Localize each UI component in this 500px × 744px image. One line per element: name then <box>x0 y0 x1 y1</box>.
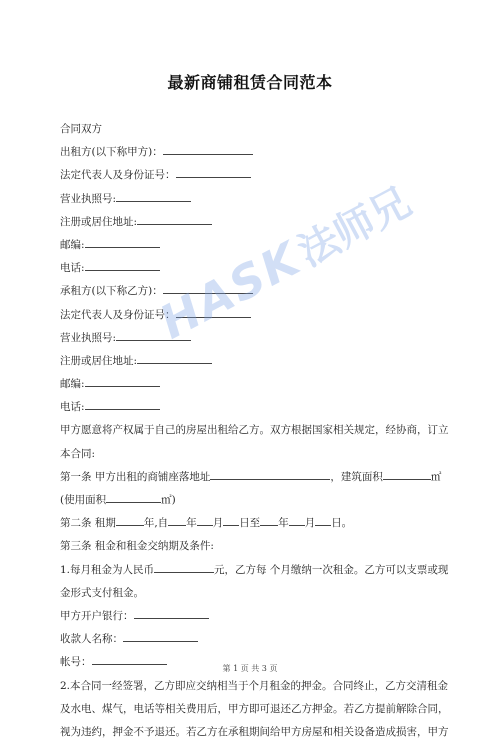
bank-label: 甲方开户银行： <box>60 609 134 622</box>
business-license-label: 营业执照号: <box>60 331 117 344</box>
blank-underline <box>210 466 330 480</box>
watermark-latin-text: HASK <box>150 230 310 350</box>
page-footer: 第 1 页 共 3 页 <box>222 664 278 673</box>
phone-label: 电话: <box>60 262 85 275</box>
business-license-line-2 <box>60 327 448 350</box>
blank-underline <box>106 489 161 503</box>
usable-area-prefix: (使用面积 <box>60 494 107 506</box>
rent-text-b: 元，乙方每 个月缴纳一次租金。乙方可以支票或现 <box>214 563 449 576</box>
blank-underline <box>123 628 198 642</box>
blank-underline <box>85 257 160 271</box>
address-line-1 <box>60 211 448 234</box>
deposit-paragraph-line-1: 2.本合同一经签署，乙方即应交纳相当于个月租金的押金。合同终止，乙方交清租金 <box>60 679 449 692</box>
postcode-line-2 <box>60 373 448 396</box>
blank-underline <box>137 350 212 364</box>
document-body <box>60 118 448 744</box>
lessee-line <box>60 280 448 303</box>
deposit-paragraph-line-2: 及水电、煤气，电话等相关费用后，甲方即可退还乙方押金。若乙方提前解除合同， <box>60 702 449 715</box>
area-unit: ㎡ <box>430 470 442 483</box>
blank-underline <box>154 559 214 573</box>
legal-rep-label: 法定代表人及身份证号： <box>60 308 176 321</box>
address-line-2 <box>60 350 448 373</box>
article-1-line <box>60 466 448 489</box>
blank-underline <box>116 512 144 526</box>
account-label: 帐号： <box>60 656 92 669</box>
usable-area-suffix: ㎡) <box>161 494 176 506</box>
rent-line <box>60 559 448 582</box>
rent-line-continued: 金形式支付租金。 <box>60 586 144 599</box>
article-2-years: 年,自 <box>143 517 169 530</box>
parties-heading: 合同双方 <box>60 123 102 135</box>
intro-paragraph-line-1: 甲方愿意将产权属于自己的房屋出租给乙方。双方根据国家相关规定，经协商，订立 <box>60 424 449 437</box>
article-1-text: 第一条 甲方出租的商铺座落地址 <box>60 470 211 483</box>
year-text: 年 <box>186 517 197 530</box>
postcode-line-1 <box>60 234 448 257</box>
day-to-text: 日至 <box>239 517 261 530</box>
blank-underline <box>85 396 160 410</box>
blank-underline <box>163 141 253 155</box>
day-end-text: 日。 <box>331 517 353 530</box>
business-license-label: 营业执照号: <box>60 192 117 205</box>
phone-line-2 <box>60 396 448 419</box>
bank-line <box>60 605 448 628</box>
postcode-label: 邮编: <box>60 238 85 251</box>
address-label: 注册或居住地址: <box>60 354 138 367</box>
intro-paragraph-line-2: 本合同: <box>60 447 96 460</box>
article-2-prefix: 第二条 租期 <box>60 517 116 530</box>
blank-underline <box>116 327 191 341</box>
blank-underline <box>289 512 305 526</box>
blank-underline <box>137 211 212 225</box>
lessee-label: 承租方(以下称乙方)： <box>60 285 163 298</box>
address-label: 注册或居住地址: <box>60 215 138 228</box>
month-text: 月 <box>212 517 224 530</box>
phone-line-1 <box>60 257 448 280</box>
blank-underline <box>163 280 253 294</box>
year-text: 年 <box>278 517 289 530</box>
blank-underline <box>197 512 213 526</box>
phone-label: 电话: <box>60 401 85 414</box>
watermark-chinese-text: 法师兄 <box>290 178 419 276</box>
legal-rep-line-2 <box>60 304 448 327</box>
month-text: 月 <box>304 517 316 530</box>
blank-underline <box>223 512 239 526</box>
blank-underline <box>315 512 331 526</box>
legal-rep-line-1 <box>60 164 448 187</box>
document-title: 最新商铺租赁合同范本 <box>167 73 333 92</box>
lessor-label: 出租方(以下称甲方)： <box>60 146 163 159</box>
blank-underline <box>85 373 160 387</box>
deposit-paragraph-line-3: 视为违约，押金不予退还。若乙方在承租期间给甲方房屋和相关设备造成损害，甲方 <box>60 725 449 738</box>
article-1-area-label: ，建筑面积 <box>330 470 383 483</box>
legal-rep-label: 法定代表人及身份证号： <box>60 169 176 182</box>
article-2-line <box>60 512 448 535</box>
postcode-label: 邮编: <box>60 378 85 391</box>
article-3-heading: 第三条 租金和租金交纳期及条件: <box>60 540 214 553</box>
payee-label: 收款人名称： <box>60 633 123 646</box>
lessor-line <box>60 141 448 164</box>
blank-underline <box>260 512 278 526</box>
article-1-usable-area-line <box>60 489 448 512</box>
blank-underline <box>176 164 251 178</box>
payee-line <box>60 628 448 651</box>
blank-underline <box>116 188 191 202</box>
blank-underline <box>134 605 209 619</box>
rent-text-a: 1.每月租金为人民币 <box>60 563 155 576</box>
business-license-line-1 <box>60 188 448 211</box>
blank-underline <box>168 512 186 526</box>
blank-underline <box>383 466 431 480</box>
blank-underline <box>176 304 251 318</box>
blank-underline <box>85 234 160 248</box>
